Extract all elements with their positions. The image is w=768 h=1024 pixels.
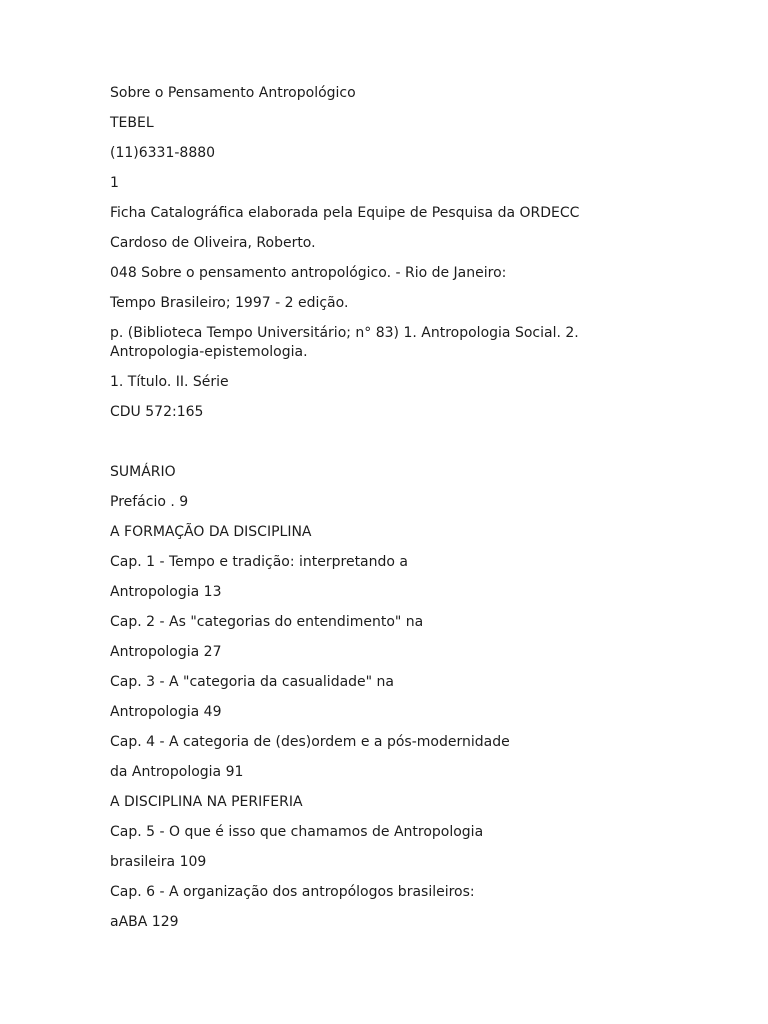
catalog-title-line: 048 Sobre o pensamento antropológico. - Rio de Janeiro:: [110, 265, 507, 281]
edition-line: Tempo Brasileiro; 1997 - 2 edição.: [110, 295, 349, 311]
toc-entry: da Antropologia 91: [110, 764, 244, 780]
series-subjects-line: p. (Biblioteca Tempo Universitário; n° 83) 1. Antropologia Social. 2. Antropologia-epistemologia.: [110, 325, 584, 360]
toc-entry: Cap. 1 - Tempo e tradição: interpretando a: [110, 554, 408, 570]
title-series-line: 1. Título. II. Série: [110, 374, 229, 390]
toc-entry: Antropologia 13: [110, 584, 222, 600]
publisher-code: TEBEL: [110, 115, 154, 131]
toc-entry: Cap. 4 - A categoria de (des)ordem e a pós-modernidade: [110, 734, 510, 750]
toc-entry: aABA 129: [110, 914, 179, 930]
toc-entry: Antropologia 27: [110, 644, 222, 660]
toc-entry: Cap. 3 - A "categoria da casualidade" na: [110, 674, 394, 690]
catalog-note: Ficha Catalográfica elaborada pela Equipe de Pesquisa da ORDECC: [110, 205, 580, 221]
author-line: Cardoso de Oliveira, Roberto.: [110, 235, 316, 251]
page-number: 1: [110, 175, 119, 191]
toc-entry: Antropologia 49: [110, 704, 222, 720]
contents-heading: SUMÁRIO: [110, 464, 176, 480]
book-title: Sobre o Pensamento Antropológico: [110, 85, 356, 101]
section-gap: [110, 433, 630, 463]
toc-part-heading: A FORMAÇÃO DA DISCIPLINA: [110, 524, 312, 540]
document-body: [110, 84, 630, 943]
toc-part-heading: A DISCIPLINA NA PERIFERIA: [110, 794, 303, 810]
toc-entry: Cap. 5 - O que é isso que chamamos de Antropologia: [110, 824, 484, 840]
phone-number: (11)6331-8880: [110, 145, 216, 161]
toc-entry: Cap. 6 - A organização dos antropólogos brasileiros:: [110, 884, 475, 900]
toc-entry: Prefácio . 9: [110, 494, 189, 510]
toc-entry: Cap. 2 - As "categorias do entendimento" na: [110, 614, 424, 630]
cdu-line: CDU 572:165: [110, 404, 204, 420]
toc-entry: brasileira 109: [110, 854, 207, 870]
